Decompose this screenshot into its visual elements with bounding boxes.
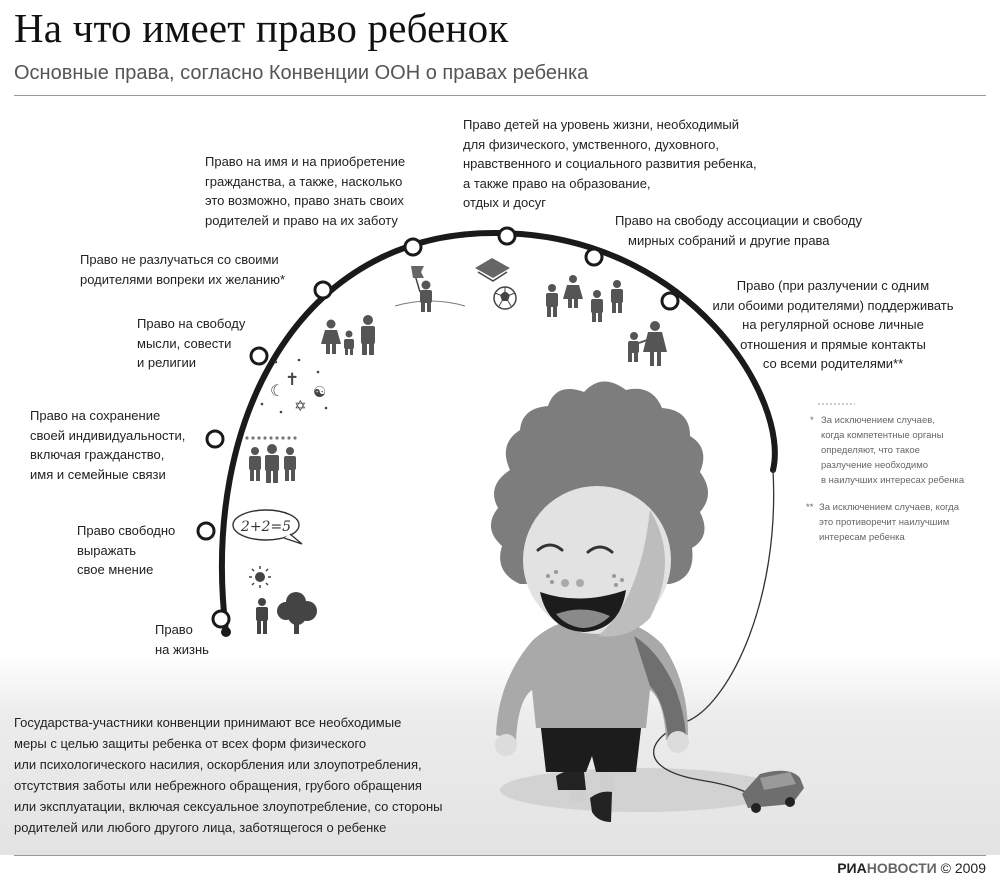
arc-node-3: [207, 431, 223, 447]
family-icon: [321, 315, 375, 355]
brand-logo-novosti: НОВОСТИ: [866, 860, 937, 876]
arc-node-1: [213, 611, 229, 627]
citizenship-icon: [395, 266, 465, 312]
footnote-2: ** За исключением случаев, когда это противоречит наилучшим интересам ребенка: [806, 502, 959, 543]
arc-node-6: [405, 239, 421, 255]
right-to-name-label: Право на имя и на приобретение гражданства, а также, насколько это возможно, право знать своих родителей и право на их заботу: [205, 154, 406, 228]
arc-node-2: [198, 523, 214, 539]
page-title: На что имеет право ребенок: [14, 5, 509, 51]
right-to-contact-label: Право (при разлучении с одним или обоими родителями) поддерживать на регулярной основе личные отношения и прямые контакты со всеми родителями**: [712, 278, 954, 371]
right-to-association-label: Право на свободу ассоциации и свободу мирных собраний и другие права: [615, 213, 862, 248]
right-not-to-be-separated-label: Право не разлучаться со своими родителями вопреки их желанию*: [80, 252, 286, 287]
bottom-divider: [14, 855, 986, 856]
arc-node-7: [499, 228, 515, 244]
arc-node-5: [315, 282, 331, 298]
boy-shadow: [500, 768, 780, 812]
footnote-1: * За исключением случаев, когда компетентные органы определяют, что такое разлучение необходимо в наилучших интересах ребенка: [810, 415, 965, 486]
arc-node-8: [586, 249, 602, 265]
page-subtitle: Основные права, согласно Конвенции ООН о правах ребенка: [14, 62, 589, 84]
arc-node-4: [251, 348, 267, 364]
speech-bubble-icon: [233, 510, 302, 544]
credit-line: [837, 860, 986, 876]
association-icon: [546, 275, 623, 322]
education-icon: [475, 258, 516, 309]
brand-logo-ria: РИА: [837, 860, 867, 876]
right-to-life-label: Право на жизнь: [155, 622, 209, 657]
speech-bubble-text: 2+2=5: [240, 519, 292, 535]
arc-node-9: [662, 293, 678, 309]
right-to-identity-label: Право на сохранение своей индивидуальности, включая гражданство, имя и семейные связи: [30, 408, 186, 482]
identity-icon: [245, 436, 296, 483]
protection-paragraph: Государства-участники конвенции принимают все необходимые меры с целью защиты ребенка от всех форм физического или психологического насилия, оскорбления или злоупотребления, отсутствия заботы или небрежного обращения, грубого обращения или эксплуатации, включая сексуальное злоупотребление, со стороны родителей или любого другого лица, заботящегося о ребенке: [14, 715, 443, 835]
copyright-year: © 2009: [940, 860, 986, 876]
right-to-living-standard-label: Право детей на уровень жизни, необходимый для физического, умственного, духовного, нравственного и социального развития ребенка, а также право на образование, отдых и досуг: [463, 117, 757, 210]
svg-text:☾: ☾: [270, 381, 285, 400]
right-to-freedom-of-thought-label: Право на свободу мысли, совести и религии: [137, 316, 246, 370]
contact-icon: [628, 321, 667, 366]
svg-text:✝: ✝: [285, 370, 300, 390]
svg-text:✡: ✡: [294, 397, 307, 415]
svg-text:☯: ☯: [313, 383, 327, 401]
boy-illustration: [491, 381, 708, 822]
life-icon: [249, 566, 317, 634]
right-to-expression-label: Право свободно выражать свое мнение: [77, 523, 176, 577]
